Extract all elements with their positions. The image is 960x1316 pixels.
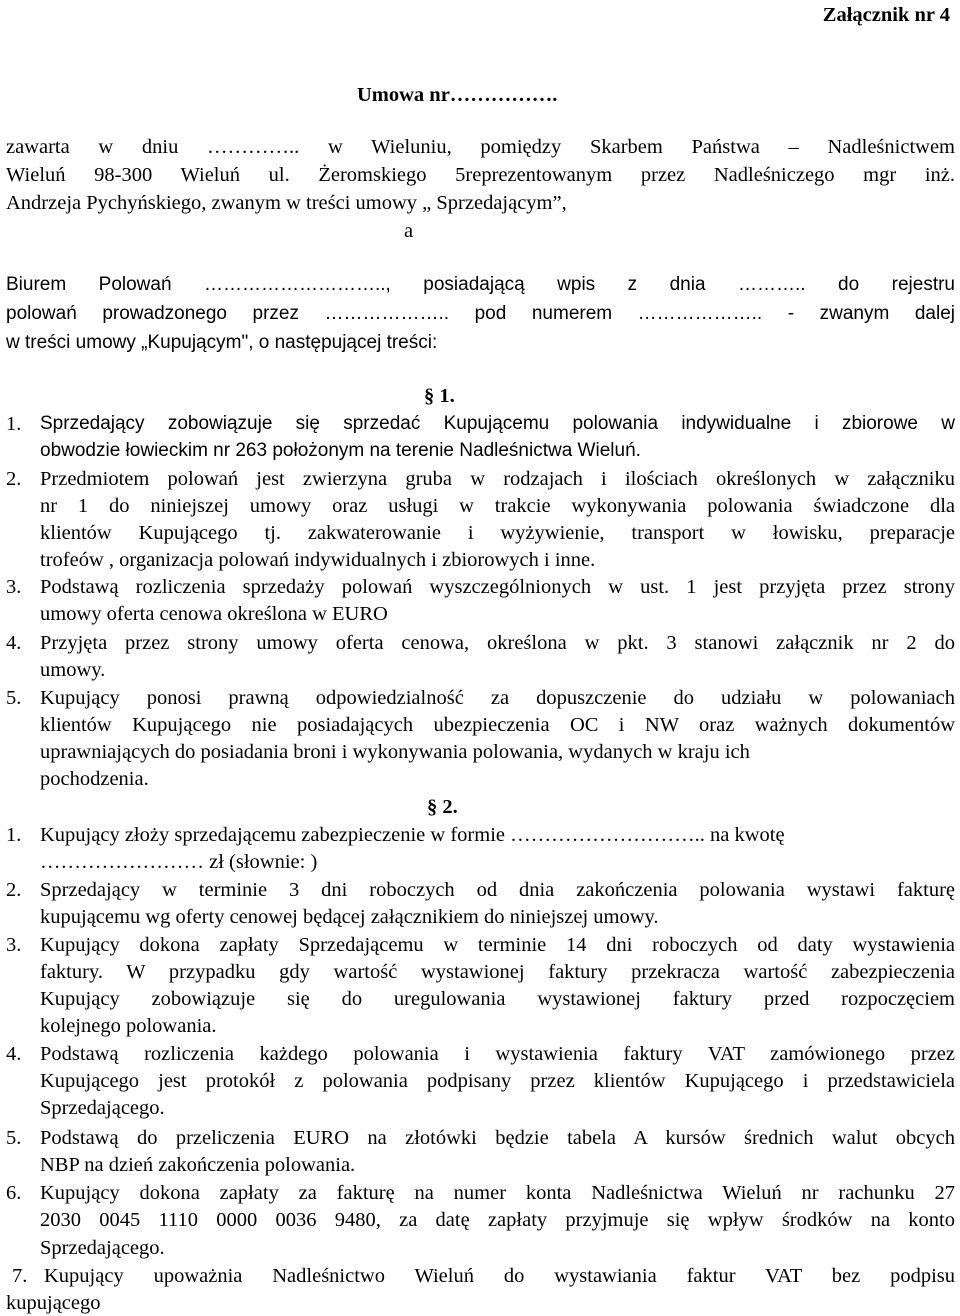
item-line: Kupujący zobowiązuje się do uregulowania wystawionej faktury przed rozpoczęciem bbox=[40, 988, 955, 1010]
item-line: Podstawą rozliczenia sprzedaży polowań wyszczególnionych w ust. 1 jest przyjęta przez strony bbox=[40, 576, 955, 598]
item-number: 6. bbox=[6, 1182, 22, 1204]
item-line: 2030 0045 1110 0000 0036 9480, za datę zapłaty przyjmuje się wpływ środków na konto bbox=[40, 1209, 955, 1231]
item-number: 5. bbox=[6, 1127, 22, 1149]
item-line: uprawniających do posiadania broni i wykonywania polowania, wydanych w kraju ich bbox=[40, 741, 750, 763]
item-line: klientów Kupującego nie posiadających ubezpieczenia OC i NW oraz ważnych dokumentów bbox=[40, 714, 955, 736]
item-line: Podstawą rozliczenia każdego polowania i wystawienia faktury VAT zamówionego przez bbox=[40, 1043, 955, 1065]
item-line: faktury. W przypadku gdy wartość wystawionej faktury przekracza wartość zabezpieczenia bbox=[40, 961, 955, 983]
item-number: 4. bbox=[6, 1043, 22, 1065]
item-line: kupującego bbox=[6, 1292, 101, 1314]
attachment-label: Załącznik nr 4 bbox=[822, 4, 950, 26]
contract-title: Umowa nr……………. bbox=[357, 84, 558, 106]
item-line: kolejnego polowania. bbox=[40, 1015, 217, 1037]
intro-line-2: Wieluń 98-300 Wieluń ul. Żeromskiego 5reprezentowanym przez Nadleśniczego mgr inż. bbox=[6, 164, 955, 186]
item-line: Kupujący dokona zapłaty za fakturę na numer konta Nadleśnictwa Wieluń nr rachunku 27 bbox=[40, 1182, 955, 1204]
item-number: 1. bbox=[6, 824, 22, 846]
item-line: Sprzedającego. bbox=[40, 1097, 165, 1119]
item-number: 7. bbox=[12, 1265, 28, 1287]
intro-line-4: Biurem Polowań ……………………….., posiadającą wpis z dnia ……….. do rejestru bbox=[6, 274, 955, 295]
item-number: 2. bbox=[6, 879, 22, 901]
item-line: NBP na dzień zakończenia polowania. bbox=[40, 1154, 356, 1176]
item-line: Kupujący ponosi prawną odpowiedzialność za dopuszczenie do udziału w polowaniach bbox=[40, 687, 955, 709]
intro-conjunction: a bbox=[404, 220, 414, 242]
item-line: Przyjęta przez strony umowy oferta cenowa, określona w pkt. 3 stanowi załącznik nr 2 do bbox=[40, 632, 955, 654]
section-1-heading: § 1. bbox=[424, 385, 455, 407]
item-line: trofeów , organizacja polowań indywidualnych i zbiorowych i inne. bbox=[40, 549, 596, 571]
item-line: Kupujący złoży sprzedającemu zabezpieczenie w formie ……………………….. na kwotę bbox=[40, 824, 785, 846]
item-line: umowy oferta cenowa określona w EURO bbox=[40, 603, 388, 625]
intro-line-5: polowań prowadzonego przez ……………….. pod numerem ……………….. - zwanym dalej bbox=[6, 303, 955, 324]
item-line: Przedmiotem polowań jest zwierzyna gruba w rodzajach i ilościach określonych w załączniku bbox=[40, 468, 955, 490]
item-number: 1. bbox=[6, 413, 22, 435]
item-line: …………………… zł (słownie: ) bbox=[40, 851, 318, 873]
item-line: klientów Kupującego tj. zakwaterowanie i wyżywienie, transport w łowisku, preparacje bbox=[40, 522, 955, 544]
item-line: Sprzedający zobowiązuje się sprzedać Kupującemu polowania indywidualne i zbiorowe w bbox=[40, 413, 955, 434]
item-line: obwodzie łowieckim nr 263 położonym na terenie Nadleśnictwa Wieluń. bbox=[40, 440, 641, 461]
item-line: Sprzedający w terminie 3 dni roboczych od dnia zakończenia polowania wystawi fakturę bbox=[40, 879, 955, 901]
intro-line-1: zawarta w dniu ………….. w Wieluniu, pomiędzy Skarbem Państwa – Nadleśnictwem bbox=[6, 136, 955, 158]
item-line: nr 1 do niniejszej umowy oraz usługi w trakcie wykonywania polowania świadczone dla bbox=[40, 495, 955, 517]
item-line: Kupujący upoważnia Nadleśnictwo Wieluń do wystawiania faktur VAT bez podpisu bbox=[44, 1265, 955, 1287]
item-line: Kupujący dokona zapłaty Sprzedającemu w terminie 14 dni roboczych od daty wystawienia bbox=[40, 934, 955, 956]
item-number: 4. bbox=[6, 632, 22, 654]
intro-line-3: Andrzeja Pychyńskiego, zwanym w treści umowy „ Sprzedającym”, bbox=[6, 192, 567, 214]
item-number: 3. bbox=[6, 576, 22, 598]
item-number: 5. bbox=[6, 687, 22, 709]
item-number: 2. bbox=[6, 468, 22, 490]
item-line: kupującemu wg oferty cenowej będącej załącznikiem do niniejszej umowy. bbox=[40, 906, 659, 928]
item-number: 3. bbox=[6, 934, 22, 956]
item-line: pochodzenia. bbox=[40, 768, 149, 790]
section-2-heading: § 2. bbox=[427, 796, 458, 818]
item-line: umowy. bbox=[40, 659, 106, 681]
intro-line-6: w treści umowy „Kupującym", o następującej treści: bbox=[6, 332, 438, 353]
item-line: Sprzedającego. bbox=[40, 1237, 165, 1259]
item-line: Podstawą do przeliczenia EURO na złotówki będzie tabela A kursów średnich walut obcych bbox=[40, 1127, 955, 1149]
item-line: Kupującego jest protokół z polowania podpisany przez klientów Kupującego i przedstawiciela bbox=[40, 1070, 955, 1092]
